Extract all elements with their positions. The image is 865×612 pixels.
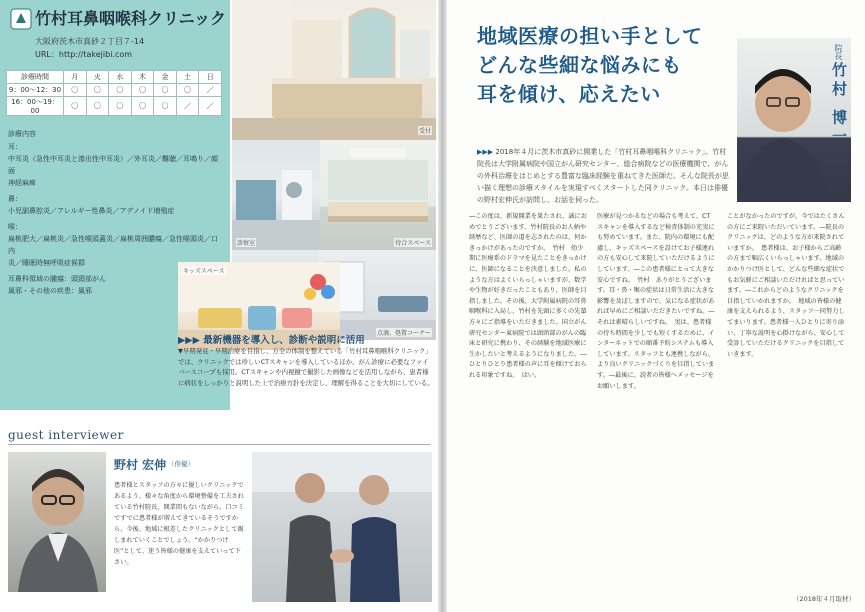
guest-photo <box>8 452 106 592</box>
hours-mark: ／ <box>176 97 199 116</box>
hours-header-cell: 水 <box>109 71 132 84</box>
headline-line: 地域医療の担い手として <box>477 24 703 48</box>
dept-line: 神経麻痺 <box>8 179 36 187</box>
hours-mark: 〇 <box>154 84 177 97</box>
kids-caption: キッズスペース <box>183 268 225 275</box>
hours-mark: 〇 <box>109 97 132 116</box>
hours-header-cell: 土 <box>176 71 199 84</box>
dept-line: 耳： <box>8 143 22 151</box>
clinic-address: 大阪府茨木市真砂２丁目７-14 <box>35 37 145 46</box>
reception-photo <box>232 0 436 140</box>
dept-line: 炎／睡眠時無呼吸症候群 <box>8 259 85 267</box>
guest-divider <box>8 444 430 445</box>
hours-header-row <box>7 71 222 84</box>
hours-row <box>7 84 222 97</box>
hours-mark: 〇 <box>64 97 87 116</box>
article-column-3: ことがなかったのですが、今ではたくさんの方にご来院いただいています。―院長のクリニックは、どのような方が来院されていますか。 患者様は、お子様からご高齢の方まで幅広くいらっしゃいます。地域のかかりつけ医として、どんな些細な症状でもお気軽にご相談いただければと思っています。―これからどのようなクリニックを目指していかれますか。 地域の皆様の健康を支えられるよう、スタッフ一同努力してまいります。患者様一人ひとりに寄り添い、丁寧な説明を心掛けながら、安心して受診していただけるクリニックを目指していきます。 <box>727 213 845 358</box>
exam-caption: 診察室 <box>237 240 256 247</box>
article-column-2: 医療が見つかるなどの場合も考えて、CTスキャンを導入するなど検査体制の充実にも努めています。また、院内の環境にも配慮し、キッズスペースを設けてお子様連れの方も安心して来院していただけるようにしています。―この患者様にとって大きな安心ですね。 竹村 ありがとうございます。耳・鼻・喉の症状は日常生活に大きな影響を及ぼしますので、気になる症状があれば早めにご相談いただきたいですね。―それは素晴らしいですね。 実は、患者様の待ち時間を少しでも短くするために、インターネットでの順番予約システムも導入しています。スタッフとも連携しながら、より良いクリニックづくりを目指しています。―最後に、読者の皆様へメッセージをお願いします。 <box>597 213 715 390</box>
dept-line: 中耳炎（急性中耳炎と滲出性中耳炎）／外耳炎／難聴／耳鳴り／顔面 <box>8 155 218 175</box>
interview-credit: （2018年４月取材） <box>792 595 855 603</box>
hours-header-cell: 火 <box>86 71 109 84</box>
news-body: ▼早期発見・早期治療を目指し、万全の体制を整えている「竹村耳鼻咽喉科クリニック」では、クリニックでは珍しいCTスキャンを導入しているほか、がん診療に必要なファイバースコープも採用。CTスキャンや内視鏡で撮影した画像などを活用しながら、患者様に病状をしっかりと説明した上で治療方針を決定し、理解を得ることを大切にしている。 <box>178 347 434 387</box>
waiting-photo <box>320 140 436 250</box>
page-gutter <box>438 0 447 612</box>
handshake-illustration <box>252 452 432 602</box>
hours-time: 9：00～12：30 <box>7 84 64 97</box>
handshake-photo <box>252 452 432 602</box>
reception-caption: 受付 <box>418 128 431 135</box>
hours-header-cell: 金 <box>154 71 177 84</box>
dept-line: 耳鼻科領域の腫瘍：頭頸部がん <box>8 275 106 283</box>
hours-mark: 〇 <box>64 84 87 97</box>
headline-line: どんな些細な悩みにも <box>477 53 682 77</box>
dept-line: 喉： <box>8 223 22 231</box>
news-title: ▶▶▶ 最新機器を導入し、診断や説明に活用 <box>178 335 365 346</box>
dept-line: 扁桃肥大／扁桃炎／急性喉頭蓋炎／扁桃周囲膿瘍／急性喉頭炎／口内 <box>8 235 218 255</box>
hours-header-cell: 月 <box>64 71 87 84</box>
hours-mark: ／ <box>199 97 222 116</box>
right-page <box>447 0 865 612</box>
lead-text: 2018年４月に茨木市真砂に開業した「竹村耳鼻咽喉科クリニック」。竹村院長は大学附属病院や国立がん研究センター、総合病院などの医療機関で、がんの外科治療をはじめとする豊富な臨床経験を重ねてきた医師だ。そんな院長が思い描く理想の診療スタイルを実現すべくスタートした同クリニック。本日は俳優の野村宏伸氏が訪問し、お話を伺った。 <box>477 148 729 204</box>
exam-room-illustration <box>232 140 320 250</box>
guest-interviewer-section <box>0 410 438 612</box>
director-photo <box>737 38 851 202</box>
guest-heading: guest interviewer <box>8 428 124 442</box>
exam-room-photo <box>232 140 320 250</box>
room-caption: 点滴、処置コーナー <box>376 330 431 337</box>
clinic-url[interactable]: URL：http://takejibi.com <box>35 50 133 59</box>
reception-illustration <box>232 0 436 140</box>
clinic-logo-icon <box>10 8 32 30</box>
hours-mark: 〇 <box>86 97 109 116</box>
director-role: 院長 <box>834 44 843 60</box>
hours-row <box>7 97 222 116</box>
guest-comment: 患者様とスタッフの方々に優しいクリニックであるよう、様々な角度から環境整備を工夫されている竹村院長。開業間もないながら、口コミですでに患者様が増えてきているそうですから、今後、地域に根差したクリニックとして親しまれていくことでしょう。“かかりつけ医”として、迷う皆様の健康を支えていって下さい。 <box>114 482 244 566</box>
hours-header-cell: 日 <box>199 71 222 84</box>
guest-name: 野村 宏伸 <box>114 458 167 472</box>
hours-mark: 〇 <box>131 84 154 97</box>
guest-portrait-illustration <box>8 452 106 592</box>
waiting-illustration <box>320 140 436 250</box>
headline-line: 耳を傾け、応えたい <box>477 82 661 106</box>
director-name: 竹村 博一 <box>830 62 848 148</box>
hours-time: 16：00～19：00 <box>7 97 64 116</box>
guest-role: （俳優） <box>168 460 194 468</box>
hours-mark: 〇 <box>86 84 109 97</box>
hours-mark: ／ <box>199 84 222 97</box>
clinic-name: 竹村耳鼻咽喉科クリニック <box>35 9 227 28</box>
waiting-caption: 待合スペース <box>395 240 431 247</box>
hours-mark: 〇 <box>176 84 199 97</box>
clinic-header <box>10 6 227 64</box>
hours-header-cell: 診療時間 <box>7 71 64 84</box>
dept-line: 小児副鼻腔炎／アレルギー性鼻炎／アデノイド増殖症 <box>8 207 175 215</box>
hours-mark: 〇 <box>131 97 154 116</box>
article-headline <box>477 22 727 109</box>
dept-title: 診療内容 <box>8 130 36 138</box>
article-lead <box>477 146 733 206</box>
dept-line: 風邪・その他の疾患：風邪 <box>8 287 92 295</box>
article-column-1: ―この度は、新規開業を果たされ、誠におめでとうございます。竹村院長のお人柄や経歴など、医師の道を志されたのは、何かきっかけがあったのですか。 竹村 幼少期に医療系のドラマを見たことをきっかけに、医師になることを決意しました。私のような方はよくいらっしゃいますが、数学や生物が好きだったこともあり、医師を目指しました。その後、大学附属病院の耳鼻咽喉科に入局し、竹村を先頭に多くの先輩方々にご指導をいただきました。国立がん研究センター東病院では頭頸部のがんの臨床と研究に携わり、その経験を地域医療に生かしたいと考えるようになりました。―ひとりひとり患者様の声に耳を傾けておられる印象ですね。 はい。 <box>469 213 587 379</box>
hours-header-cell: 木 <box>131 71 154 84</box>
hours-mark: 〇 <box>109 84 132 97</box>
triangle-bullets-icon: ▶▶▶ <box>477 148 496 156</box>
hours-table <box>6 70 222 116</box>
dept-line: 鼻： <box>8 195 22 203</box>
hours-mark: 〇 <box>154 97 177 116</box>
